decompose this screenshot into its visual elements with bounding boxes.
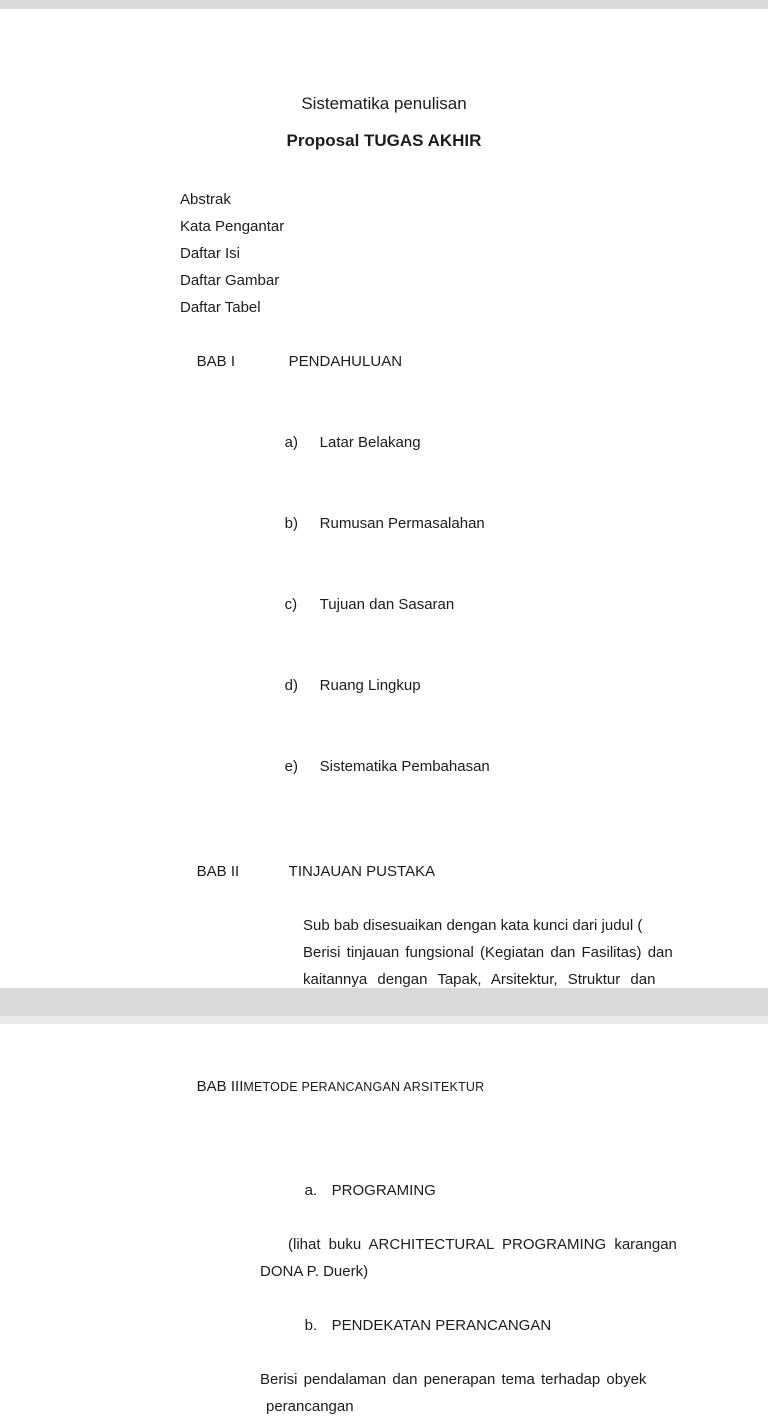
front-matter-list	[0, 186, 768, 321]
list-text: Ruang Lingkup	[319, 677, 421, 694]
front-matter-item-abstrak: Abstrak	[180, 191, 231, 208]
chapter-heading-bab3	[180, 1046, 768, 1128]
page-top-margin	[0, 0, 768, 9]
bab3-item-b	[288, 1285, 768, 1366]
document-page	[0, 9, 768, 1415]
list-marker: a)	[284, 434, 299, 451]
chapter-heading-bab2	[180, 831, 768, 912]
list-marker: e)	[284, 758, 299, 775]
list-marker: d)	[284, 677, 299, 694]
chapter-label-bab1: BAB I	[196, 353, 236, 370]
bab1-item-d	[268, 645, 768, 726]
bab2-paragraph-line: Berisi tinjauan fungsional (Kegiatan dan Fasilitas) dan	[303, 944, 673, 961]
chapter-title-bab1: PENDAHULUAN	[288, 353, 403, 370]
document-title: Proposal TUGAS AKHIR	[286, 131, 482, 150]
chapter-title-bab2: TINJAUAN PUSTAKA	[288, 863, 436, 880]
bab1-item-b	[268, 483, 768, 564]
list-text: PROGRAMING	[331, 1182, 436, 1199]
bab2-paragraph-line: Sub bab disesuaikan dengan kata kunci dari judul (	[303, 917, 643, 934]
list-marker: c)	[284, 596, 298, 613]
chapter-label-bab2: BAB II	[196, 863, 240, 880]
document-subtitle: Sistematika penulisan	[301, 94, 467, 113]
bab2-paragraph-line: kaitannya dengan Tapak, Arsitektur, Struktur dan	[303, 971, 656, 988]
chapter-label-bab3: BAB III	[196, 1078, 244, 1095]
list-text: Rumusan Permasalahan	[319, 515, 485, 532]
front-matter-item-daftar-tabel: Daftar Tabel	[180, 299, 261, 316]
bab3-item-b-note-line1: Berisi pendalaman dan penerapan tema terhadap obyek	[260, 1371, 647, 1388]
bab3-item-a-note-line2: DONA P. Duerk)	[260, 1263, 369, 1280]
list-text: Sistematika Pembahasan	[319, 758, 490, 775]
bab3-item-a-note-line1: (lihat buku ARCHITECTURAL PROGRAMING karangan	[288, 1236, 677, 1253]
list-marker: b.	[304, 1317, 318, 1334]
list-text: PENDEKATAN PERANCANGAN	[331, 1317, 552, 1334]
list-marker: b)	[284, 515, 299, 532]
bab1-item-e	[268, 726, 768, 807]
front-matter-item-daftar-gambar: Daftar Gambar	[180, 272, 280, 289]
front-matter-item-kata-pengantar: Kata Pengantar	[180, 218, 285, 235]
bab3-item-b-note-line2: perancangan	[266, 1398, 354, 1415]
list-text: Tujuan dan Sasaran	[319, 596, 455, 613]
chapter-heading-bab1	[180, 321, 768, 402]
front-matter-item-daftar-isi: Daftar Isi	[180, 245, 241, 262]
bab1-item-c	[268, 564, 768, 645]
list-text: Latar Belakang	[319, 434, 421, 451]
list-marker: a.	[304, 1182, 318, 1199]
chapter-title-bab3: METODE PERANCANGAN ARSITEKTUR	[243, 1080, 485, 1094]
page-bottom-margin-light	[0, 1016, 768, 1024]
bab3-item-a	[288, 1150, 768, 1231]
bab1-item-a	[268, 402, 768, 483]
